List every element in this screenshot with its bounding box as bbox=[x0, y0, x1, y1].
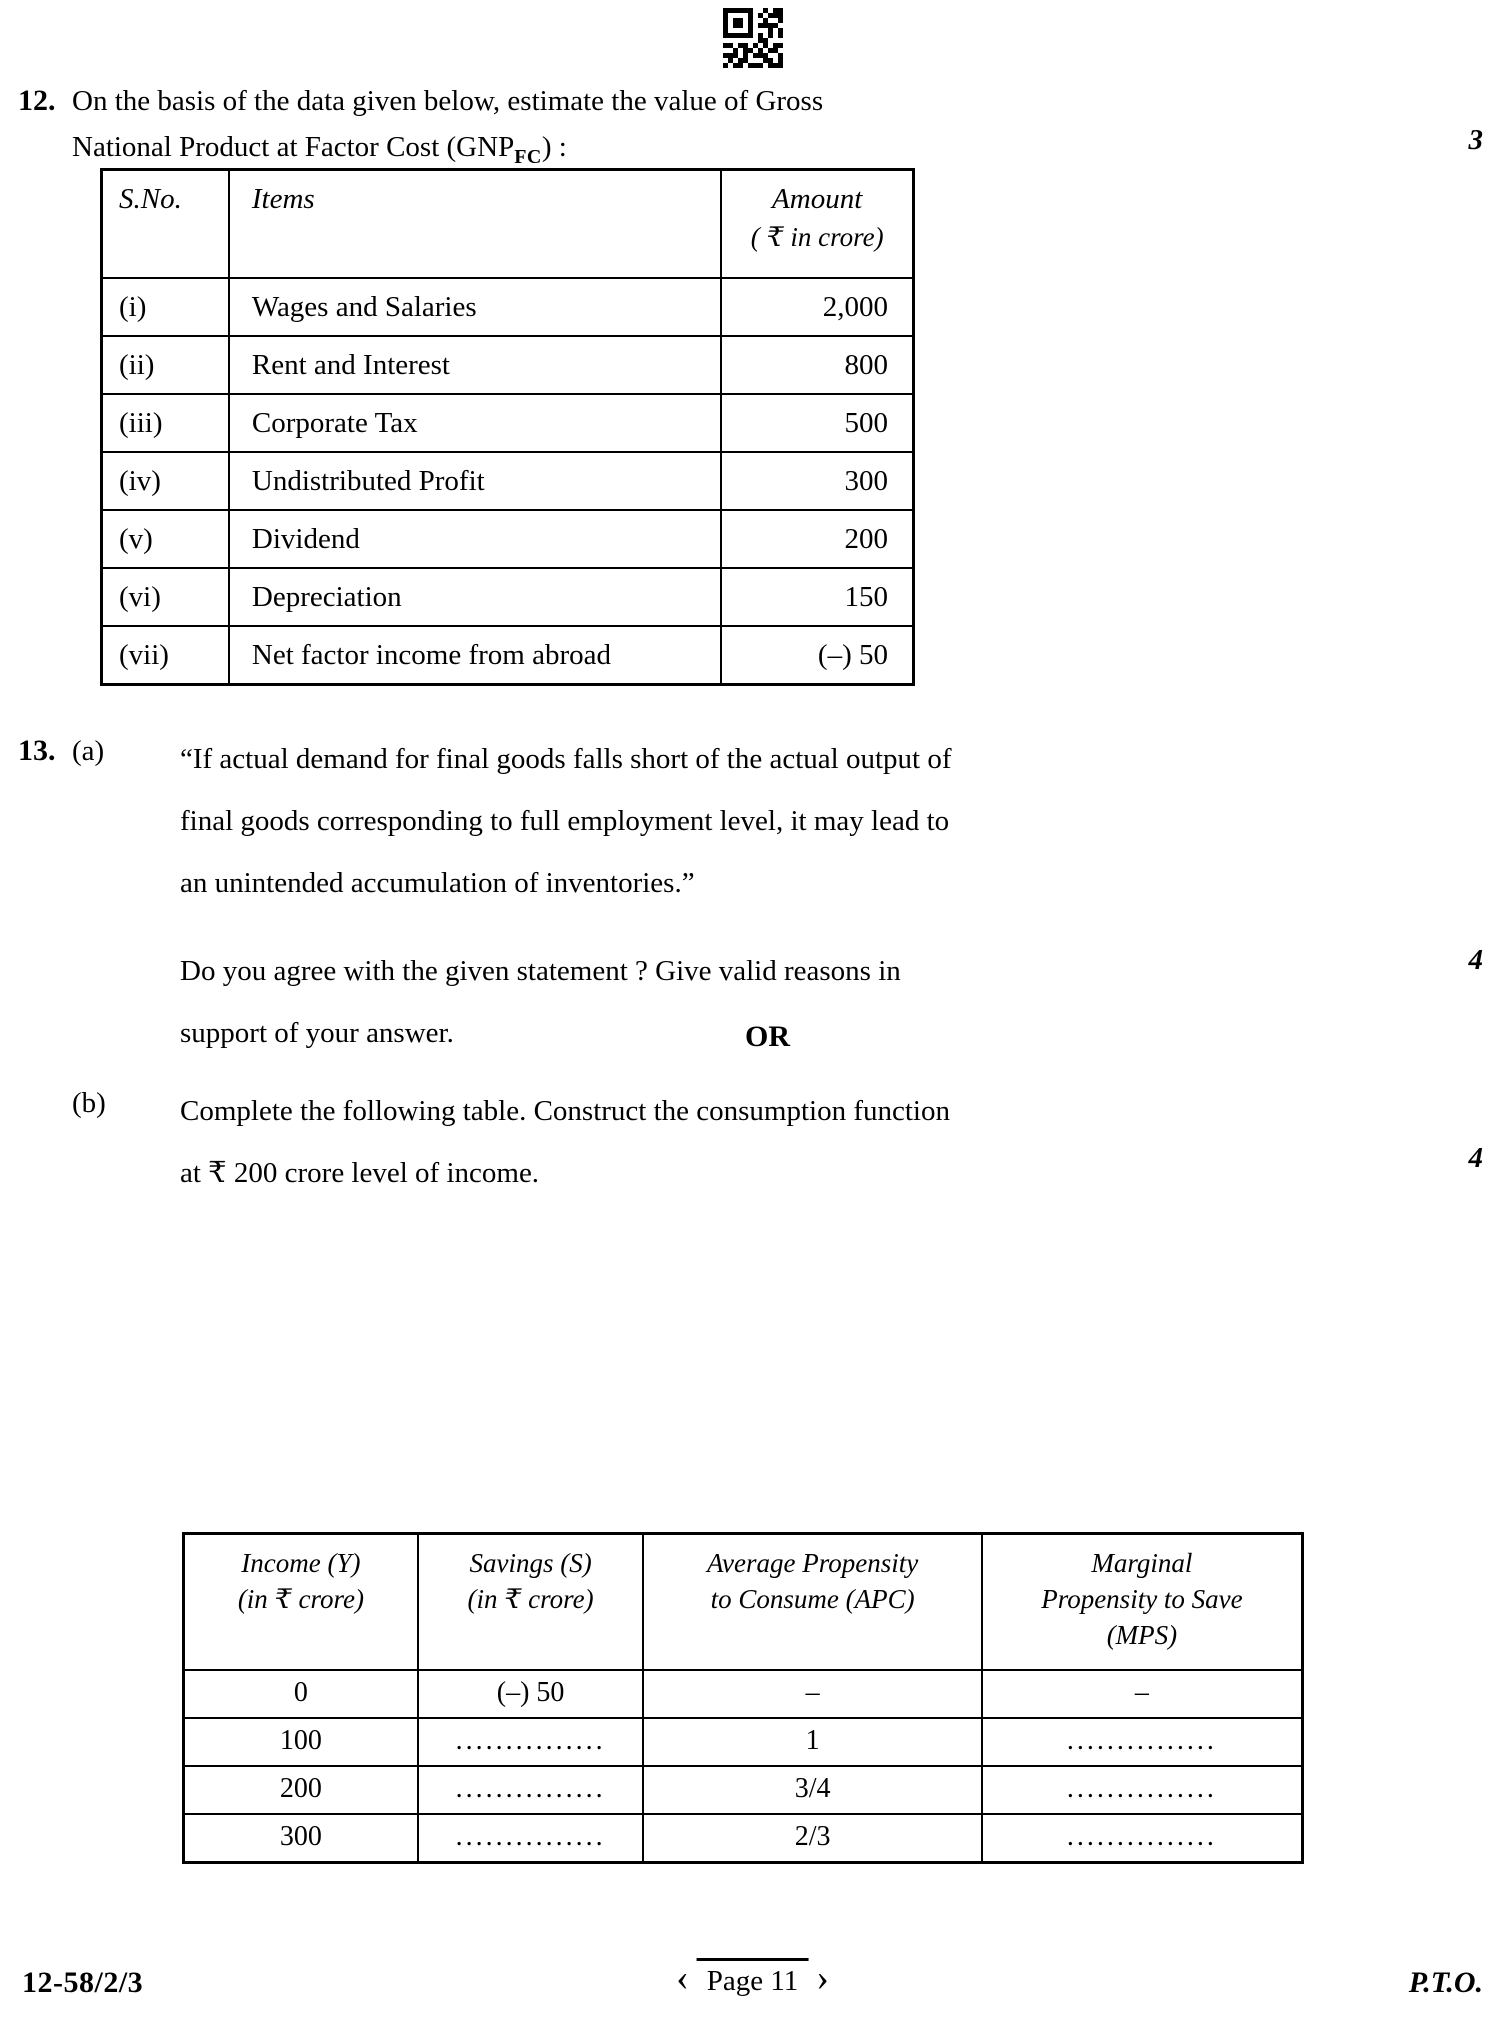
question-12 bbox=[0, 78, 1505, 180]
consumption-cell-savings: ............... bbox=[418, 1766, 644, 1814]
consumption-cell-savings: ............... bbox=[418, 1718, 644, 1766]
table-row bbox=[102, 568, 914, 626]
gnp-cell-amount: 200 bbox=[721, 510, 913, 568]
gnp-table-head bbox=[102, 170, 914, 279]
consumption-header-savings bbox=[418, 1534, 644, 1671]
chevron-left-icon: ‹ bbox=[676, 1957, 689, 1999]
table-row bbox=[102, 626, 914, 685]
question-13b-label: (b) bbox=[72, 1087, 106, 1119]
gnp-cell-item: Dividend bbox=[229, 510, 721, 568]
gnp-header-row bbox=[102, 170, 914, 279]
gnp-cell-amount: (–) 50 bbox=[721, 626, 913, 685]
question-13 bbox=[0, 728, 1505, 1064]
gnp-header-amount-label: Amount bbox=[772, 183, 863, 215]
table-row bbox=[184, 1766, 1303, 1814]
question-12-text bbox=[72, 78, 1505, 180]
gnp-cell-sno: (i) bbox=[102, 278, 229, 336]
consumption-header-income-unit: (in ₹ crore) bbox=[237, 1584, 364, 1614]
gnp-cell-sno: (ii) bbox=[102, 336, 229, 394]
consumption-header-savings-unit: (in ₹ crore) bbox=[467, 1584, 594, 1614]
gnp-cell-item: Wages and Salaries bbox=[229, 278, 721, 336]
consumption-header-mps-line1: Marginal bbox=[1091, 1548, 1193, 1578]
question-13b-text bbox=[180, 1080, 1505, 1204]
table-row bbox=[102, 452, 914, 510]
consumption-table-body bbox=[184, 1670, 1303, 1863]
gnp-cell-item: Net factor income from abroad bbox=[229, 626, 721, 685]
pto-label: P.T.O. bbox=[1408, 1966, 1483, 1999]
consumption-header-savings-label: Savings (S) bbox=[469, 1548, 592, 1578]
gnp-cell-sno: (vi) bbox=[102, 568, 229, 626]
consumption-header-apc bbox=[643, 1534, 981, 1671]
page-number-box bbox=[676, 1958, 829, 1998]
table-row bbox=[102, 278, 914, 336]
consumption-header-income bbox=[184, 1534, 418, 1671]
qr-code bbox=[723, 8, 783, 68]
consumption-cell-income: 300 bbox=[184, 1814, 418, 1863]
consumption-table-head bbox=[184, 1534, 1303, 1671]
consumption-cell-apc: 2/3 bbox=[643, 1814, 981, 1863]
table-row bbox=[102, 510, 914, 568]
question-12-marks: 3 bbox=[1468, 124, 1483, 156]
gnp-cell-item: Depreciation bbox=[229, 568, 721, 626]
gnp-cell-amount: 2,000 bbox=[721, 278, 913, 336]
consumption-cell-apc: 3/4 bbox=[643, 1766, 981, 1814]
chevron-right-icon: › bbox=[816, 1957, 829, 1999]
table-row bbox=[184, 1814, 1303, 1863]
question-13a-quote-line1: “If actual demand for final goods falls short of the actual output of bbox=[180, 743, 952, 775]
gnp-cell-amount: 800 bbox=[721, 336, 913, 394]
gnp-cell-amount: 150 bbox=[721, 568, 913, 626]
gnp-subscript: FC bbox=[514, 145, 542, 168]
consumption-function-table bbox=[182, 1532, 1304, 1864]
gnp-cell-sno: (v) bbox=[102, 510, 229, 568]
question-12-number: 12. bbox=[18, 84, 56, 117]
gnp-header-amount-unit: ( ₹ in crore) bbox=[750, 222, 884, 252]
table-row bbox=[184, 1718, 1303, 1766]
table-row bbox=[102, 394, 914, 452]
consumption-cell-apc: – bbox=[643, 1670, 981, 1718]
question-13b bbox=[0, 1080, 1505, 1204]
question-12-line2-pre: National Product at Factor Cost (GNP bbox=[72, 131, 515, 163]
consumption-cell-mps: ............... bbox=[982, 1814, 1303, 1863]
question-13a-label: (a) bbox=[72, 735, 105, 767]
gnp-cell-item: Rent and Interest bbox=[229, 336, 721, 394]
consumption-header-apc-line1: Average Propensity bbox=[707, 1548, 919, 1578]
consumption-cell-income: 100 bbox=[184, 1718, 418, 1766]
consumption-cell-savings: ............... bbox=[418, 1814, 644, 1863]
gnp-cell-sno: (iv) bbox=[102, 452, 229, 510]
question-13a-marks: 4 bbox=[1468, 944, 1483, 976]
paper-code: 12-58/2/3 bbox=[22, 1966, 144, 1999]
consumption-cell-mps: ............... bbox=[982, 1718, 1303, 1766]
qr-code-container bbox=[0, 8, 1505, 68]
consumption-header-row bbox=[184, 1534, 1303, 1671]
consumption-cell-savings: (–) 50 bbox=[418, 1670, 644, 1718]
gnp-cell-item: Undistributed Profit bbox=[229, 452, 721, 510]
consumption-cell-mps: – bbox=[982, 1670, 1303, 1718]
question-13b-line2: at ₹ 200 crore level of income. bbox=[180, 1157, 540, 1189]
page-number-label: Page 11 bbox=[697, 1958, 809, 1998]
consumption-header-mps-line2: Propensity to Save bbox=[1041, 1584, 1243, 1614]
or-separator: OR bbox=[745, 1020, 790, 1053]
question-13a-text bbox=[180, 728, 1505, 1064]
gnp-header-amount bbox=[721, 170, 913, 279]
table-row bbox=[102, 336, 914, 394]
gnp-cell-sno: (iii) bbox=[102, 394, 229, 452]
table-row bbox=[184, 1670, 1303, 1718]
consumption-header-income-label: Income (Y) bbox=[241, 1548, 361, 1578]
question-13a-ask-line1: Do you agree with the given statement ? Give valid reasons in bbox=[180, 955, 901, 987]
question-13b-marks: 4 bbox=[1468, 1142, 1483, 1174]
question-13a-quote-line3: an unintended accumulation of inventories.” bbox=[180, 867, 695, 899]
consumption-cell-apc: 1 bbox=[643, 1718, 981, 1766]
question-13b-line1: Complete the following table. Construct the consumption function bbox=[180, 1095, 950, 1127]
gnp-cell-amount: 300 bbox=[721, 452, 913, 510]
gnp-items-table bbox=[100, 168, 915, 686]
page-footer bbox=[0, 1958, 1505, 2018]
gnp-table-body bbox=[102, 278, 914, 685]
gnp-cell-amount: 500 bbox=[721, 394, 913, 452]
question-12-line2-post: ) : bbox=[541, 131, 567, 163]
consumption-header-apc-line2: to Consume (APC) bbox=[710, 1584, 915, 1614]
question-13a-ask-line2: support of your answer. bbox=[180, 1017, 454, 1049]
consumption-cell-income: 0 bbox=[184, 1670, 418, 1718]
consumption-header-mps-line3: (MPS) bbox=[1106, 1620, 1178, 1650]
gnp-cell-item: Corporate Tax bbox=[229, 394, 721, 452]
consumption-cell-income: 200 bbox=[184, 1766, 418, 1814]
gnp-header-sno: S.No. bbox=[102, 170, 229, 279]
gnp-cell-sno: (vii) bbox=[102, 626, 229, 685]
gnp-header-items: Items bbox=[229, 170, 721, 279]
question-13-number: 13. bbox=[18, 734, 56, 767]
question-12-line1: On the basis of the data given below, estimate the value of Gross bbox=[72, 85, 824, 117]
consumption-header-mps bbox=[982, 1534, 1303, 1671]
consumption-cell-mps: ............... bbox=[982, 1766, 1303, 1814]
question-13a-quote-line2: final goods corresponding to full employment level, it may lead to bbox=[180, 805, 950, 837]
